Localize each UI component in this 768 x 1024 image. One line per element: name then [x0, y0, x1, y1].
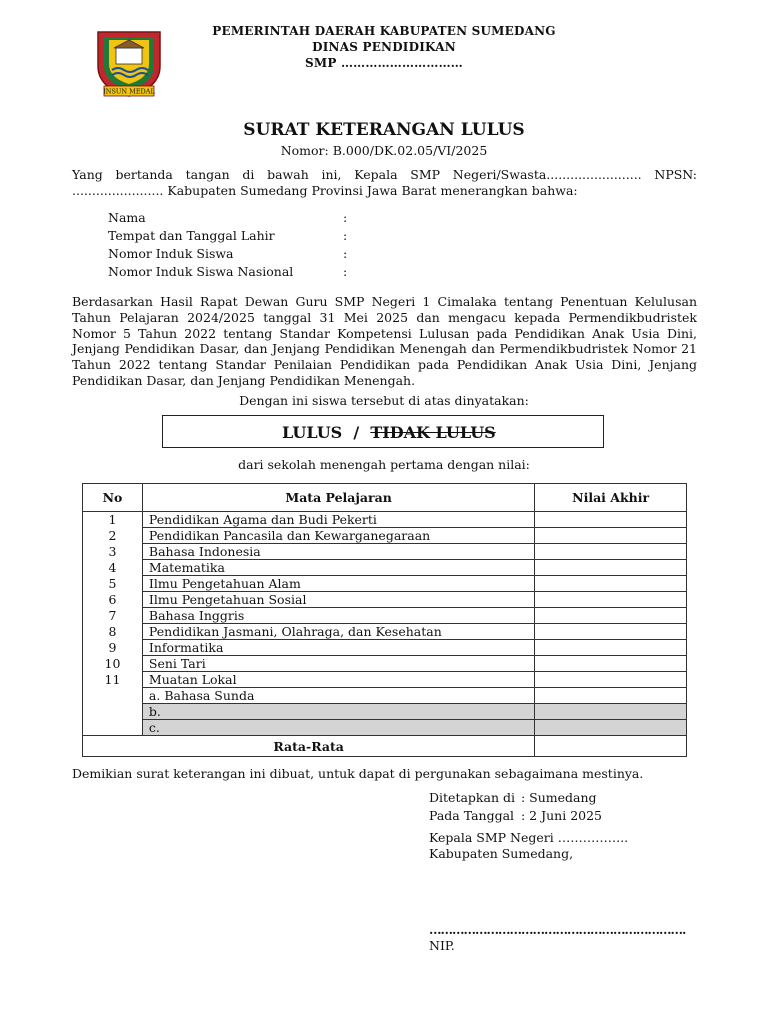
- row-number-empty: [83, 688, 143, 704]
- row-grade: [535, 624, 687, 640]
- row-grade: [535, 592, 687, 608]
- field-label-birth: Tempat dan Tanggal Lahir: [108, 228, 275, 243]
- header-government: PEMERINTAH DAERAH KABUPATEN SUMEDANG: [212, 24, 556, 38]
- row-grade: [535, 704, 687, 720]
- row-subject: Seni Tari: [142, 656, 534, 672]
- result-tidak-lulus: TIDAK LULUS: [370, 423, 496, 442]
- field-colon-birth: :: [343, 228, 348, 243]
- row-grade: [535, 560, 687, 576]
- result-separator: /: [353, 423, 360, 442]
- row-grade: [535, 640, 687, 656]
- closing-statement: Demikian surat keterangan ini dibuat, untuk dapat di pergunakan sebagaimana mestinya.: [72, 766, 644, 781]
- row-number: 3: [83, 544, 143, 560]
- date-label: Pada Tanggal: [429, 808, 515, 823]
- row-grade: [535, 528, 687, 544]
- field-colon-name: :: [343, 210, 348, 225]
- row-number-empty: [83, 704, 143, 720]
- table-row: [83, 528, 687, 544]
- field-label-nis: Nomor Induk Siswa: [108, 246, 234, 261]
- row-number: 10: [83, 656, 143, 672]
- row-grade: [535, 720, 687, 736]
- document-number: Nomor: B.000/DK.02.05/VI/2025: [280, 143, 488, 158]
- header-no: No: [83, 484, 143, 512]
- row-subject: Informatika: [142, 640, 534, 656]
- table-row: [83, 656, 687, 672]
- result-box: [162, 415, 604, 448]
- row-grade: [535, 608, 687, 624]
- table-row: [83, 608, 687, 624]
- signer-nip: NIP.: [429, 938, 455, 953]
- row-number: 11: [83, 672, 143, 688]
- row-grade: [535, 544, 687, 560]
- row-subject: Ilmu Pengetahuan Alam: [142, 576, 534, 592]
- field-colon-nisn: :: [343, 264, 348, 279]
- row-grade: [535, 656, 687, 672]
- row-subject: Bahasa Inggris: [142, 608, 534, 624]
- table-row: [83, 672, 687, 688]
- table-row: [83, 576, 687, 592]
- row-number: 4: [83, 560, 143, 576]
- row-subject: Ilmu Pengetahuan Sosial: [142, 592, 534, 608]
- row-number: 7: [83, 608, 143, 624]
- table-row: [83, 560, 687, 576]
- row-number: 1: [83, 512, 143, 528]
- grades-table: [82, 483, 687, 757]
- header-school: SMP …………………………: [305, 56, 463, 70]
- place-value: : Sumedang: [521, 790, 597, 805]
- signer-region: Kabupaten Sumedang,: [429, 846, 574, 861]
- row-number-empty: [83, 720, 143, 736]
- row-subject: Muatan Lokal: [142, 672, 534, 688]
- table-row: [83, 544, 687, 560]
- header-grade: Nilai Akhir: [535, 484, 687, 512]
- row-grade: [535, 688, 687, 704]
- row-grade: [535, 512, 687, 528]
- average-row: [83, 736, 687, 757]
- declared-line: Dengan ini siswa tersebut di atas dinyatakan:: [239, 393, 529, 408]
- svg-text:INSUN MEDAL: INSUN MEDAL: [103, 87, 155, 96]
- table-row: [83, 592, 687, 608]
- table-header-row: [83, 484, 687, 512]
- field-label-nisn: Nomor Induk Siswa Nasional: [108, 264, 294, 279]
- field-label-name: Nama: [108, 210, 146, 225]
- table-row-local-a: [83, 688, 687, 704]
- row-subject: Bahasa Indonesia: [142, 544, 534, 560]
- table-row: [83, 640, 687, 656]
- row-subject: Pendidikan Jasmani, Olahraga, dan Kesehatan: [142, 624, 534, 640]
- row-subject: b.: [142, 704, 534, 720]
- field-colon-nis: :: [343, 246, 348, 261]
- average-label: Rata-Rata: [83, 736, 535, 757]
- row-grade: [535, 672, 687, 688]
- row-subject: Pendidikan Agama dan Budi Pekerti: [142, 512, 534, 528]
- row-number: 8: [83, 624, 143, 640]
- header-department: DINAS PENDIDIKAN: [312, 40, 456, 54]
- intro-paragraph: Yang bertanda tangan di bawah ini, Kepala SMP Negeri/Swasta........................ NPSN: ....................... Kabupaten Sumedang Provinsi Jawa Barat menerangkan bahwa:: [72, 167, 697, 198]
- signer-name-line: ………………………………………………………….: [429, 922, 686, 937]
- sumedang-emblem-logo: [94, 26, 164, 100]
- signer-position: Kepala SMP Negeri ……………..: [429, 830, 629, 845]
- table-row: [83, 512, 687, 528]
- header-subject: Mata Pelajaran: [142, 484, 534, 512]
- date-value: : 2 Juni 2025: [521, 808, 603, 823]
- row-number: 2: [83, 528, 143, 544]
- row-number: 9: [83, 640, 143, 656]
- average-value: [535, 736, 687, 757]
- place-label: Ditetapkan di: [429, 790, 515, 805]
- document-title: SURAT KETERANGAN LULUS: [243, 120, 525, 140]
- row-subject: a. Bahasa Sunda: [142, 688, 534, 704]
- row-number: 6: [83, 592, 143, 608]
- row-number: 5: [83, 576, 143, 592]
- row-subject: c.: [142, 720, 534, 736]
- table-row: [83, 624, 687, 640]
- row-grade: [535, 576, 687, 592]
- school-line: dari sekolah menengah pertama dengan nilai:: [238, 457, 530, 472]
- row-subject: Matematika: [142, 560, 534, 576]
- row-subject: Pendidikan Pancasila dan Kewarganegaraan: [142, 528, 534, 544]
- table-row-local-c: [83, 720, 687, 736]
- result-lulus: LULUS: [282, 423, 343, 442]
- basis-paragraph: Berdasarkan Hasil Rapat Dewan Guru SMP Negeri 1 Cimalaka tentang Penentuan Kelulusan Tahun Pelajaran 2024/2025 tanggal 31 Mei 2025 dan mengacu kepada Permendikbudristek Nomor 5 Tahun 2022 tentang Standar Kompetensi Lulusan pada Pendidikan Anak Usia Dini, Jenjang Pendidikan Dasar, dan Jenjang Pendidikan Menengah dan Permendikbudristek Nomor 21 Tahun 2022 tentang Standar Penilaian Pendidikan pada Pendidikan Anak Usia Dini, Jenjang Pendidikan Dasar, dan Jenjang Pendidikan Menengah.: [72, 294, 697, 388]
- table-row-local-b: [83, 704, 687, 720]
